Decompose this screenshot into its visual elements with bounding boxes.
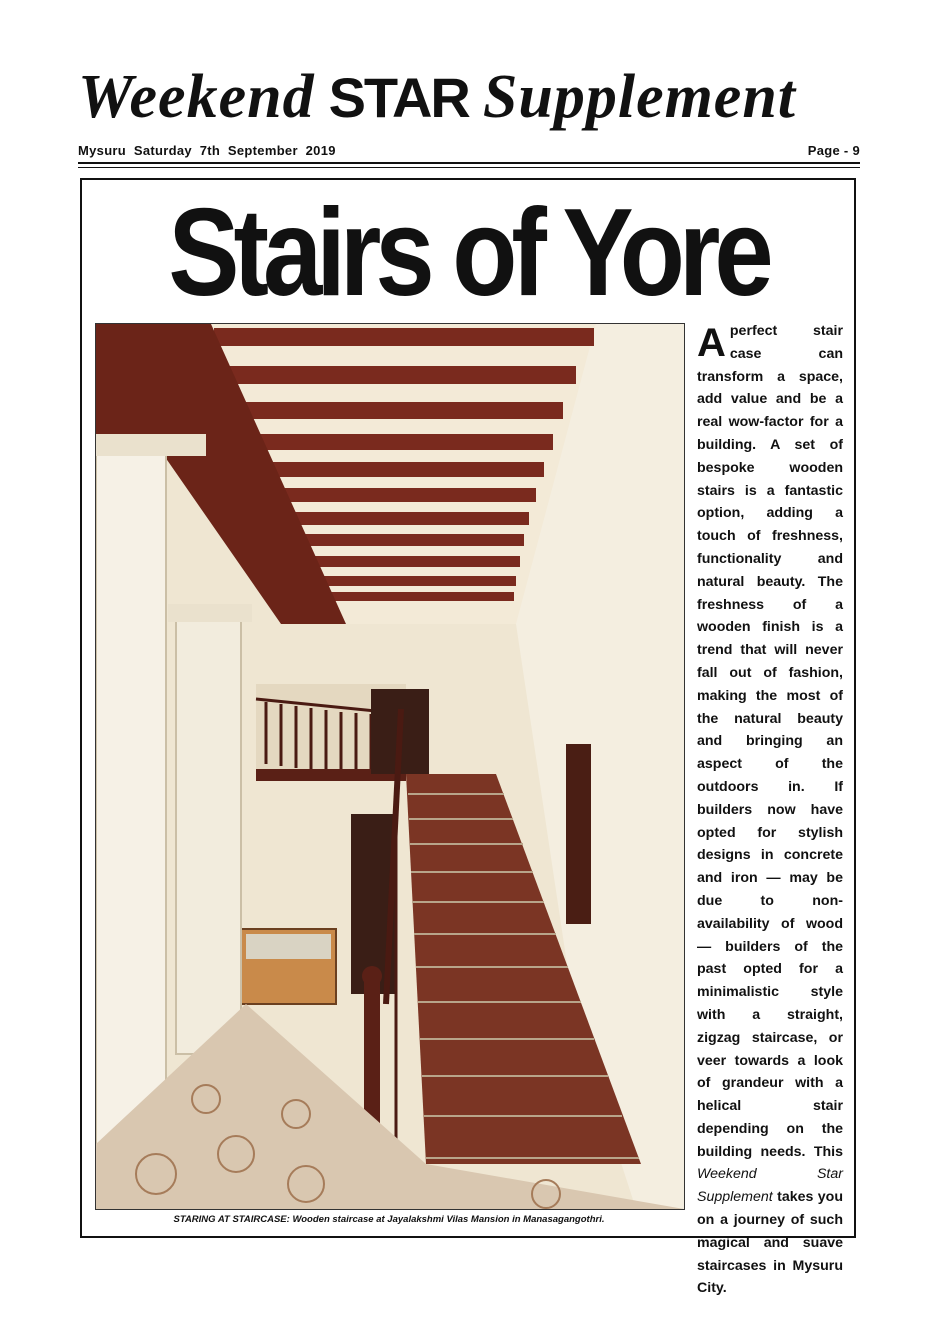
article-body [697, 320, 843, 1300]
photo-caption [95, 1214, 683, 1225]
masthead-star: STAR [328, 66, 469, 129]
article-italic-title: Weekend Star Supplement [697, 1166, 843, 1206]
dateline [78, 143, 860, 158]
dateline-location-date: Mysuru Saturday 7th September 2019 [78, 143, 336, 158]
side-door [566, 744, 591, 924]
masthead [78, 62, 868, 132]
page-number: Page - 9 [807, 143, 860, 158]
masthead-supplement: Supplement [482, 63, 797, 131]
caption-label: STARING AT STAIRCASE: [173, 1214, 290, 1225]
staircase-photo [95, 323, 685, 1210]
masthead-weekend: Weekend [78, 63, 315, 131]
column-capital [96, 434, 206, 456]
staircase-illustration [96, 324, 684, 1209]
article-text: perfect stair case can transform a space, add value and be a real wow-factor for a building. A set of bespoke wooden stairs is a fantastic option, adding a touch of freshness, functionality and natural beauty. The freshness of a wooden finish is a trend that will never fall out of fashion, making the most of the natural beauty and bringing an aspect of the outdoors in. If builders now have opted for stylish designs in concrete and iron — may be due to non-availability of wood — builders of the past opted for a minimalistic style with a straight, zigzag staircase, or veer towards a look of grandeur with a helical stair depending on the building needs. This [697, 323, 843, 1160]
article-text-end: takes you on a journey of such magical and suave staircases in Mysuru City. [697, 1189, 843, 1297]
middle-column [176, 614, 241, 1054]
headline: Stairs of Yore [168, 184, 768, 322]
left-column [96, 444, 166, 1144]
caption-text: Wooden staircase at Jayalakshmi Vilas Mansion in Manasagangothri. [292, 1214, 605, 1225]
header-rule-thick [78, 162, 860, 164]
drop-cap: A [697, 321, 726, 365]
header-rule-thin [78, 167, 860, 168]
